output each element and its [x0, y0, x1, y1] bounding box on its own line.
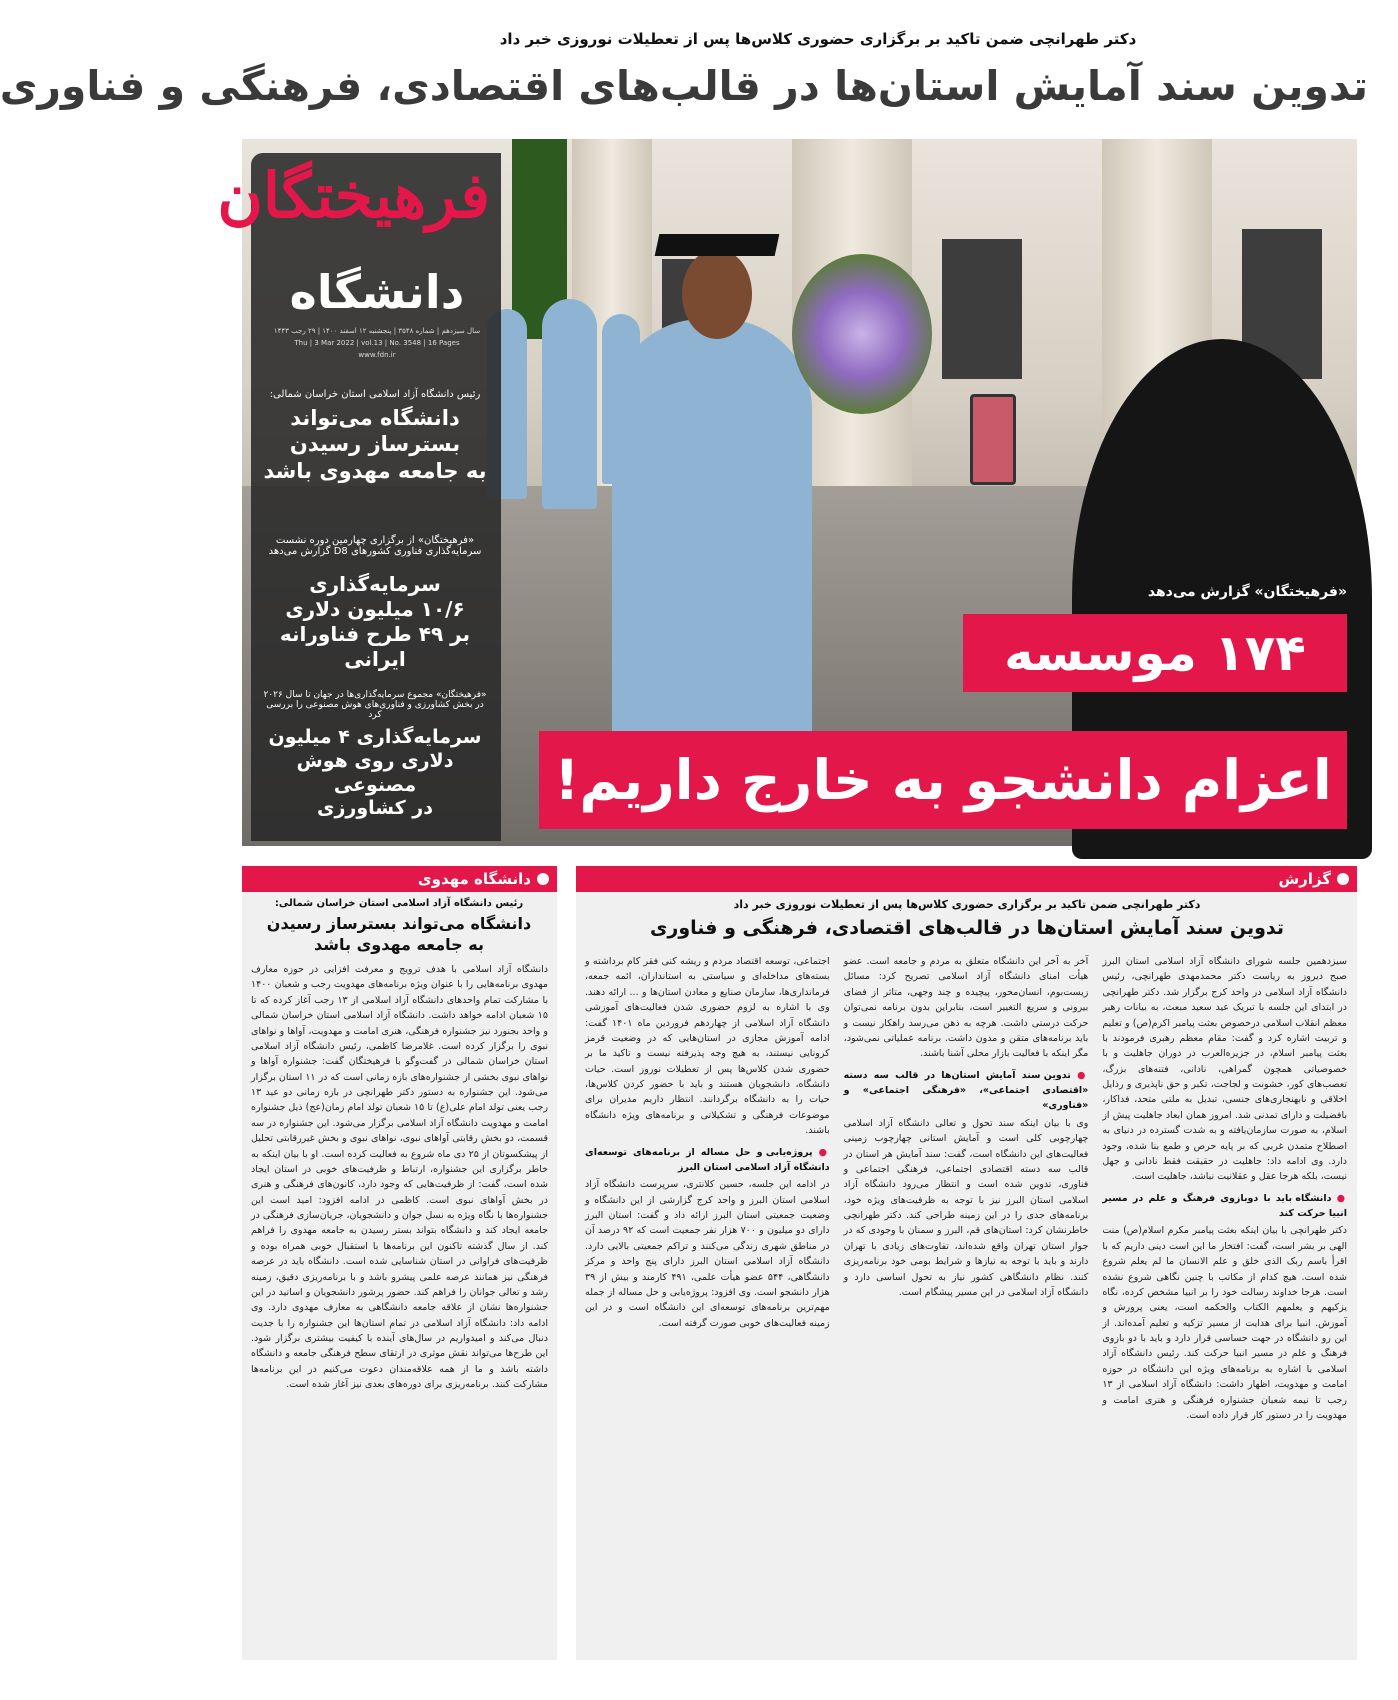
report-kicker: دکتر طهرانچی ضمن تاکید بر برگزاری حضوری کلاس‌ها پس از تعطیلات نوروزی خبر داد	[733, 898, 1201, 911]
side-story2-kicker	[259, 535, 491, 557]
report-col-1	[1102, 954, 1347, 1652]
masthead-site: www.fdn.ir	[358, 351, 396, 359]
side-story3-title-line: سرمایه‌گذاری ۴ میلیون	[268, 726, 482, 748]
report-paragraph: در ادامه این جلسه، حسین کلانتری، سرپرست دانشگاه آزاد اسلامی استان البرز و واحد کرج گزارشی از این دانشگاه و وضعیت جمعیتی استان البرز ارائه داد و گفت: استان البرز دارای دو میلیون و ۷۰۰ هزار نفر جمعیت است که ۹۲ درصد آن در مناطق شهری زندگی می‌کنند و تراکم جمعیتی بالایی دارد. دانشگاه آزاد اسلامی استان البرز دارای پنج واحد و مرکز دانشگاهی، ۵۴۴ عضو هیأت علمی، ۴۹۱ کارمند و بیش از ۳۹ هزار دانشجو است. وی افزود: پروژه‌یابی و حل مساله از جمله مهم‌ترین برنامه‌های توسعه‌ای این دانشگاه است و در این زمینه فعالیت‌های خوبی صورت گرفته است.	[584, 1179, 830, 1329]
masthead-meta-fa: سال سیزدهم | شماره ۳۵۴۸ | پنجشنبه ۱۲ اسفند ۱۴۰۰ | ۲۹ رجب ۱۴۴۳	[273, 327, 481, 335]
side-story2-title	[259, 572, 491, 672]
section-bullet-icon	[537, 873, 549, 885]
side-story3-title	[259, 726, 491, 821]
side-story1-title-line: بسترساز رسیدن	[289, 432, 461, 457]
masthead-logo-top: فرهیختگان	[217, 159, 490, 232]
side-story2-title-line: بر ۴۹ طرح فناورانه ایرانی	[279, 622, 471, 671]
masthead-meta-en: Thu | 3 Mar 2022 | vol.13 | No. 3548 | 16 Pages	[294, 339, 460, 347]
section-bullet-icon	[1337, 873, 1349, 885]
lead-line2: اعزام دانشجو به خارج داریم!	[539, 731, 1347, 829]
side-story1-title-line: دانشگاه می‌تواند	[290, 406, 460, 430]
side-story3-kicker	[259, 690, 491, 720]
mahdavi-section-header	[242, 866, 557, 892]
report-paragraph: دکتر طهرانچی با بیان اینکه بعثت پیامبر مکرم اسلام(ص) منت الهی بر بشر است، گفت: افتخار ما این است دینی داریم که با اقرأ باسم ربک الذی خلق و علم الانسان ما لم یعلم شروع شده است. هیچ کدام از مکاتب با چنین نگاهی شروع نشده است. هرجا خداوند رسالت خود را بر انبیا مشخص کرده، نگاه یزکیهم و یعلمهم الکتاب والحکمه است، یعنی پرورش و آموزش. انبیا برای هدایت از مسیر تزکیه و تعلیم آمده‌اند. از این رو دانشگاه در جهت حساسی قرار دارد و باید با دو بازوی فرهنگ و علم در مسیر انبیا حرکت کند. رئیس دانشگاه آزاد اسلامی با اشاره به برنامه‌های ویژه این دانشگاه در حوزه امامت و مهدویت، اظهار داشت: دانشگاه آزاد اسلامی از ۱۳ رجب تا نیمه شعبان جشنواره فرهنگی و هنری امامت و مهدویت را در دستور کار قرار داده است.	[1102, 1225, 1347, 1421]
side-story2-title-line: ۱۰/۶ میلیون دلاری	[285, 597, 465, 621]
side-story2-kicker-line: «فرهیختگان» از برگزاری چهارمین دوره نشست	[275, 535, 475, 546]
report-subheading: ● پروژه‌یابی و حل مساله از برنامه‌های توسعه‌ای دانشگاه آزاد اسلامی استان البرز	[585, 1145, 830, 1176]
report-section-header	[576, 866, 1357, 892]
top-headline: تدوین سند آمایش استان‌ها در قالب‌های اقتصادی، فرهنگی و فناوری	[0, 62, 1368, 110]
lead-line1: ۱۷۴ موسسه	[963, 614, 1347, 692]
mahdavi-body: دانشگاه آزاد اسلامی با هدف ترویج و معرفت افزایی در حوزه معارف مهدوی برنامه‌هایی را با عنوان ویژه برنامه‌های مهدویت رجب و شعبان ۱۴۰۰ با مشارکت تمام واحدهای دانشگاه آزاد اسلامی از ۱۳ رجب آغاز کرده که تا ۱۵ شعبان ادامه خواهد داشت. دانشگاه آزاد اسلامی استان خراسان شمالی و واحد بجنورد نیز جشنواره فرهنگی، هنری امامت و مهدویت، آواها و نواهای نبوی را برگزار کرده است. غلامرضا کاظمی، رئیس دانشگاه آزاد اسلامی استان خراسان شمالی در گفت‌وگو با فرهیختگان گفت: جشنواره آواها و نواهای نبوی بخشی از جشنواره‌های بازه زمانی است که در ۱۱ استان برگزار می‌شود. این جشنواره به دستور دکتر طهرانچی در بازه زمانی دو عید ۱۳ رجب یعنی تولد امام علی(ع) تا ۱۵ شعبان تولد امام زمان(عج) ذیل جشنواره امامت و مهدویت دانشگاه آزاد اسلامی برگزار می‌شود. این جشنواره در سه قسمت، دو بخش رقابتی آواهای نبوی، نواهای نبوی و بخش غیررقابتی تحلیل از پیشکسوتان از ۲۵ دی ماه شروع به فعالیت کرده است. او با بیان اینکه به خاطر برگزاری این جشنواره، ارتباط و ظرفیت‌های خوبی در استان ایجاد شده است، گفت: از ظرفیت‌هایی که وجود دارد، کانون‌های فرهنگی و هنری در بخش آواهای نبوی است. کاظمی در ادامه افزود: امید است این جشنواره‌ها با نگاه ویژه به نسل جوان و دانشجویان، جریان‌سازی فرهنگی در جامعه ایجاد کند و دانشگاه بتواند بستر رسیدن به جامعه مهدوی را فراهم کند. از سال گذشته تاکنون این برنامه‌ها با استقبال خوبی همراه بوده و ظرفیت‌های فراوانی در استان شناسایی شده است. دانشگاه باید در عرصه فرهنگی نیز همانند عرصه علمی پیشرو باشد و با برنامه‌ریزی دقیق، زمینه رشد و تعالی جوانان را فراهم کند. حضور پرشور دانشجویان و اساتید در این جشنواره‌ها نشان از علاقه جامعه دانشگاهی به معارف مهدوی دارد. وی ادامه داد: دانشگاه آزاد اسلامی در تمام استان‌ها این جشنواره را با جدیت دنبال می‌کند و امیدواریم در سال‌های آینده با کیفیت بیشتری برگزار شود. این طرح‌ها می‌تواند نقش موثری در ارتقای سطح فرهنگی جامعه و دانشگاه داشته باشد و ما از همه علاقه‌مندان دعوت می‌کنیم در این برنامه‌ها مشارکت کنند. برنامه‌ریزی برای دوره‌های بعدی نیز آغاز شده است.	[251, 964, 549, 1391]
report-paragraph: آخر به آخر این دانشگاه متعلق به مردم و جامعه است. عضو هیأت امنای دانشگاه آزاد اسلامی تصریح کرد: مسائل زیست‌بوم، انسان‌محور، پیچیده و چند وجهی، متاثر از فضای بیرونی و سریع التغییر است، بنابراین بدون برنامه نمی‌توان حرکت درستی داشت. هرچه به ذهن می‌رسد راهکار نیست و باید برنامه‌های متقن و مدون داشت. برنامه عملیاتی نمی‌شود، مگر اینکه با فعالیت بازار محلی آشنا باشند.	[843, 956, 1089, 1060]
report-columns	[585, 954, 1347, 1652]
mahdavi-title-line: به جامعه مهدوی باشد	[314, 934, 484, 954]
mahdavi-title	[249, 914, 549, 956]
report-subheading: ● دانشگاه باید با دوبازوی فرهنگ و علم در مسیر انبیا حرکت کند	[1102, 1191, 1347, 1222]
report-col-2	[844, 954, 1089, 1652]
side-story2-kicker-line: سرمایه‌گذاری فناوری کشورهای D8 گزارش می‌دهد	[268, 546, 482, 557]
masthead-logo-bottom: دانشگاه	[289, 265, 465, 319]
report-paragraph: سیزدهمین جلسه شورای دانشگاه آزاد اسلامی استان البرز صبح دیروز به ریاست دکتر محمدمهدی طهرانچی، رئیس دانشگاه آزاد اسلامی در واحد کرج برگزار شد. دکتر طهرانچی در ابتدای این جلسه با تبریک عید سعید مبعث، به بیانات رهبر معظم انقلاب اسلامی درخصوص بعثت پیامبر اکرم(ص) و تعلیم و تربیت اشاره کرد و گفت: مقام معظم رهبری فرمودند با بعثت پیامبر اسلام، در جزیره‌العرب در دوران جاهلیت و با خصوصیاتی همچون گمراهی، نادانی، فتنه‌های بزرگ، تعصب‌های کور، خشونت و لجاجت، تکبر و حق ناپذیری و رذایل اخلاقی و نابهنجاری‌های جنسی، تبدیل به ملتی متحد، فداکار، بافضیلت و دارای تمدنی شد. امروز همان ابعاد جاهلیت پیش از اسلام، به صورت سازمان‌یافته و به شدت گسترده در دنیای به اصطلاح متمدن غربی که بر پایه حرص و طمع بنا شده، وجود دارد. وی ادامه داد: جاهلیت در حقیقت فقط نادانی و جهل نیست، بلکه هرجا عقل و عقلانیت نباشد، جاهلیت است.	[1102, 956, 1347, 1183]
mahdavi-title-line: دانشگاه می‌تواند بسترساز رسیدن	[266, 914, 532, 933]
top-kicker: دکتر طهرانچی ضمن تاکید بر برگزاری حضوری کلاس‌ها پس از تعطیلات نوروزی خبر داد	[499, 30, 1137, 48]
side-story3-kicker-line: «فرهیختگان» مجموع سرمایه‌گذاری‌ها در جهان تا سال ۲۰۲۶	[263, 690, 487, 700]
side-story3-title-line: در کشاورزی	[317, 797, 433, 820]
side-story3-title-line: دلاری روی هوش مصنوعی	[296, 749, 454, 796]
report-section-label: گزارش	[1278, 870, 1331, 888]
report-col-3	[585, 954, 830, 1652]
report-subheading: ● تدوین سند آمایش استان‌ها در قالب سه دسته «اقتصادی اجتماعی»، «فرهنگی اجتماعی» و «فناوری»	[844, 1068, 1089, 1114]
side-story1-title-line: به جامعه مهدوی باشد	[263, 458, 487, 483]
lead-kicker: «فرهیختگان» گزارش می‌دهد	[1147, 584, 1347, 600]
report-title: تدوین سند آمایش استان‌ها در قالب‌های اقتصادی، فرهنگی و فناوری	[649, 917, 1285, 939]
side-story1-kicker: رئیس دانشگاه آزاد اسلامی استان خراسان شمالی:	[269, 389, 481, 400]
side-story3-kicker-line: در بخش کشاورزی و فناوری‌های هوش مصنوعی را بررسی کرد	[266, 700, 484, 720]
report-paragraph: اجتماعی، توسعه اقتصاد مردم و ریشه کنی فقر کام برداشته و بسته‌های مداخله‌ای و سیاستی به استانداران، ائمه جمعه، فرمانداری‌ها، سازمان صنایع و معادن استان‌ها و ... ارائه دهند. وی با اشاره به لزوم حضوری شدن فعالیت‌های آموزشی دانشگاه آزاد اسلامی از چهاردهم فروردین ماه ۱۴۰۱ گفت: ادامه آموزش مجازی در استان‌هایی که در وضعیت قرمز کرونایی نیستند، به هیچ وجه پذیرفته نیست و تاکید ما بر حضوری شدن کلاس‌ها پس از تعطیلات نوروز است. حیات دانشگاه، دانشجویان هستند و باید با حضور کردن کلاس‌ها، حیات را به دانشگاه برگردانند. انتظار داریم مدیران برای موضوعات فرهنگی و تشکیلاتی و برنامه‌های ویژه دانشگاه باشند.	[584, 956, 830, 1137]
mahdavi-section-label: دانشگاه مهدوی	[417, 870, 531, 888]
mahdavi-kicker: رئیس دانشگاه آزاد اسلامی استان خراسان شمالی:	[274, 898, 524, 909]
side-story2-title-line: سرمایه‌گذاری	[309, 572, 441, 596]
report-paragraph: وی با بیان اینکه سند تحول و تعالی دانشگاه آزاد اسلامی چهارچوبی کلی است و آمایش استانی چهارچوب زمینی فعالیت‌های این دانشگاه است، گفت: سند آمایش هر استان در قالب سه دسته اقتصادی اجتماعی، فرهنگی اجتماعی و فناوری، تدوین شده است و انتظار می‌رود دانشگاه آزاد اسلامی استان البرز نیز با توجه به ظرفیت‌های ویژه خود، برنامه‌های جدی را در این زمینه طراحی کند. دکتر طهرانچی خاطرنشان کرد: استان‌های قم، البرز و سمنان با وجودی که در جوار استان تهران واقع شده‌اند، تفاوت‌های زیادی با تهران دارند و باید با توجه به نیازها و شرایط بومی خود برنامه‌ریزی کنند. نظام دانشگاهی کشور نیاز به تحول اساسی دارد و دانشگاه آزاد اسلامی در این مسیر پیشگام است.	[843, 1117, 1089, 1298]
side-story1-title	[259, 405, 491, 484]
